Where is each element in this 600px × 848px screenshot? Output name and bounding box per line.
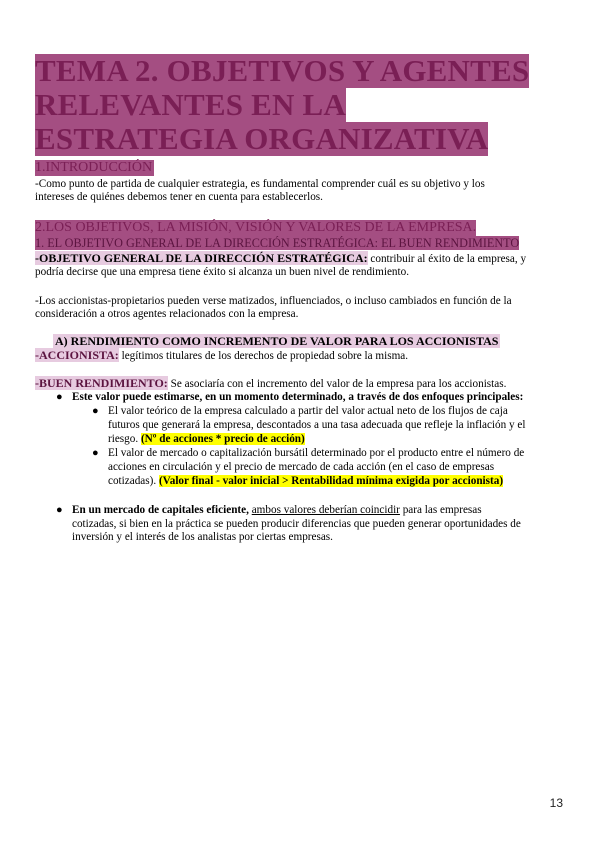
title-line-1: TEMA 2. OBJETIVOS Y AGENTES	[35, 53, 530, 88]
bullet-2-line-2: cotizadas, si bien en la práctica se pueden producir diferencias que pueden generar oportunidades de	[72, 518, 521, 530]
bullet-dot-icon: ●	[56, 391, 63, 403]
sub-bullet-1-line-3	[108, 433, 305, 446]
objective-label: -OBJETIVO GENERAL DE LA DIRECCIÓN ESTRATÉGICA:	[35, 251, 368, 265]
sub-bullet-2-line-2: acciones en circulación y el precio de mercado de cada acción (en el caso de empresas	[108, 461, 495, 473]
shareholders-line-1: -Los accionistas-propietarios pueden verse matizados, influenciados, o incluso cambiados en función de la	[35, 295, 512, 307]
bullet-2-line-1	[72, 504, 482, 517]
formula-highlight-1: (Nº de acciones * precio de acción)	[140, 433, 305, 445]
objective-text: contribuir al éxito de la empresa, y	[367, 253, 527, 265]
page-number: 13	[549, 796, 563, 810]
bullet-2-underline: ambos valores deberían coincidir	[251, 504, 400, 516]
bullet-1-text: Este valor puede estimarse, en un momento determinado, a través de dos enfoques principales:	[72, 391, 524, 403]
good-performance-definition	[35, 377, 506, 391]
bullet-dot-icon: ●	[92, 405, 99, 417]
sub-bullet-1-line-2: futuros que generará la empresa, descontados a una tasa adecuada que refleje la inflación y el	[108, 419, 526, 431]
sub-bullet-1-line-1: El valor teórico de la empresa calculado a partir del valor actual neto de los flujos de caja	[108, 405, 508, 417]
section2-heading: 2.LOS OBJETIVOS, LA MISIÓN, VISIÓN Y VALORES DE LA EMPRESA.	[35, 220, 477, 235]
formula-highlight-2: (Valor final - valor inicial > Rentabilidad mínima exigida por accionista)	[158, 475, 504, 487]
sub-bullet-2-text: cotizadas).	[108, 475, 159, 487]
shareholder-definition	[35, 349, 408, 363]
sub-bullet-2-line-3	[108, 475, 503, 488]
shareholder-label: -ACCIONISTA:	[35, 348, 119, 362]
sub-bullet-2-line-1: El valor de mercado o capitalización bursátil determinado por el producto entre el número de	[108, 447, 525, 459]
objective-paragraph-line-2: podría decirse que una empresa tiene éxito si alcanza un buen nivel de rendimiento.	[35, 266, 410, 278]
sub-bullet-1-text: riesgo.	[108, 433, 141, 445]
title-line-3: ESTRATEGIA ORGANIZATIVA	[35, 121, 489, 156]
shareholder-text: legítimos titulares de los derechos de propiedad sobre la misma.	[118, 350, 409, 362]
bullet-2-rest: para las empresas	[399, 504, 482, 516]
section2-subheading: 1. EL OBJETIVO GENERAL DE LA DIRECCIÓN ESTRATÉGICA: EL BUEN RENDIMIENTO	[35, 236, 520, 250]
intro-heading: 1.INTRODUCCIÓN	[35, 160, 153, 175]
bullet-dot-icon: ●	[92, 447, 99, 459]
good-performance-label: -BUEN RENDIMIENTO:	[35, 376, 168, 390]
intro-text-line-2: intereses de quiénes debemos tener en cuenta para establecerlos.	[35, 191, 323, 203]
intro-text-line-1: -Como punto de partida de cualquier estrategia, es fundamental comprender cuál es su objetivo y los	[35, 178, 485, 190]
bullet-2-bold: En un mercado de capitales eficiente,	[72, 504, 249, 516]
objective-paragraph-line-1	[35, 252, 526, 266]
shareholders-line-2: consideración a otros agentes relacionados con la empresa.	[35, 308, 299, 320]
title-line-2: RELEVANTES EN LA	[35, 87, 347, 122]
sectionA-heading: A) RENDIMIENTO COMO INCREMENTO DE VALOR PARA LOS ACCIONISTAS	[55, 334, 499, 348]
bullet-dot-icon: ●	[56, 504, 63, 516]
good-performance-text: Se asociaría con el incremento del valor de la empresa para los accionistas.	[167, 378, 507, 390]
bullet-2-line-3: inversión y el interés de los analistas por ciertas empresas.	[72, 531, 333, 543]
